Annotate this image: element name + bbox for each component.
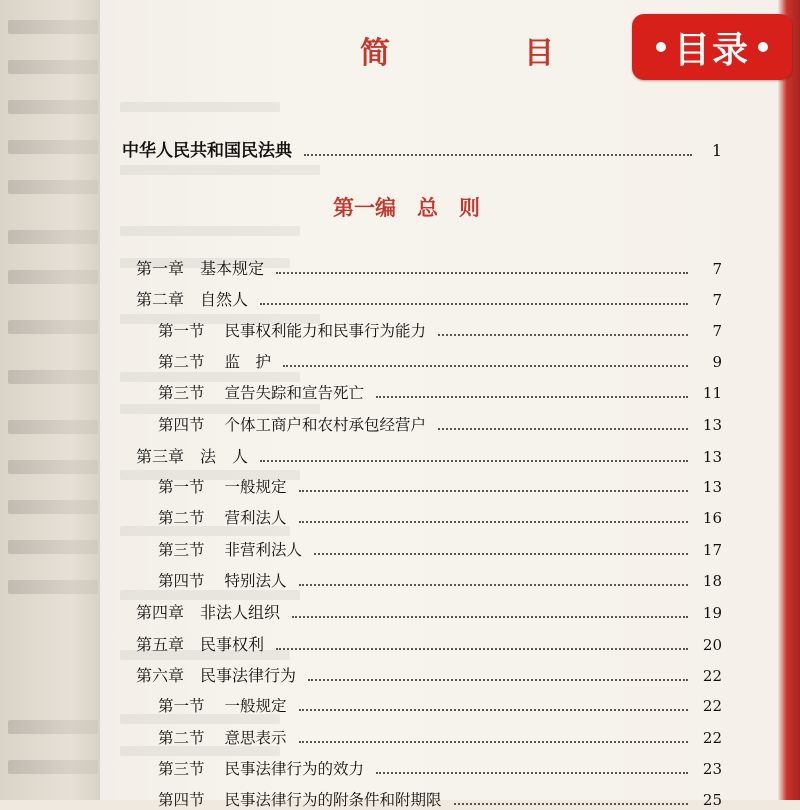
toc-section-row[interactable] [158, 569, 722, 591]
section-title: 非营利法人 [224, 540, 303, 559]
section-number: 第四节 [158, 572, 205, 590]
page-number: 16 [702, 509, 722, 528]
page-number: 7 [712, 291, 722, 310]
leader-dots [376, 395, 688, 398]
toc-chapter-row[interactable] [136, 444, 722, 466]
leader-dots [308, 678, 688, 681]
chapter-number: 第五章 [136, 634, 185, 654]
section-title: 特别法人 [224, 572, 287, 590]
section-number: 第三节 [158, 384, 205, 403]
section-title: 民事法律行为的效力 [224, 759, 365, 778]
section-title: 意思表示 [224, 728, 287, 747]
page-number: 25 [702, 791, 722, 810]
leader-dots [299, 583, 688, 586]
section-title: 一般规定 [224, 478, 287, 497]
page-number: 13 [702, 478, 722, 497]
toc-chapter-row[interactable] [136, 663, 722, 685]
leader-dots [299, 489, 688, 492]
chapter-title: 基本规定 [200, 259, 265, 278]
previous-page-edge [0, 0, 100, 800]
toc-section-row[interactable] [158, 694, 722, 716]
page-number: 17 [702, 540, 722, 559]
page-number: 18 [702, 572, 722, 590]
catalog-badge [632, 14, 792, 80]
book-entry[interactable] [122, 136, 722, 161]
section-number: 第二节 [158, 728, 205, 747]
page-title: 简 目 [360, 36, 606, 71]
section-title: 个体工商户和农村承包经营户 [224, 415, 427, 434]
part-title: 第一编 总 则 [333, 195, 480, 220]
leader-dots [283, 364, 688, 367]
chapter-number: 第一章 [136, 259, 185, 278]
toc-section-row[interactable] [158, 757, 722, 779]
leader-dots [260, 302, 688, 305]
section-title: 宣告失踪和宣告死亡 [224, 384, 365, 403]
leader-dots [376, 771, 688, 774]
section-title: 一般规定 [224, 697, 287, 716]
leader-dots [299, 740, 688, 743]
page-number: 7 [712, 321, 722, 340]
toc-section-row[interactable] [158, 475, 722, 497]
chapter-number: 第三章 [136, 446, 185, 466]
page-number: 22 [702, 666, 722, 685]
toc-chapter-row[interactable] [136, 632, 722, 654]
toc-chapter-row[interactable] [136, 600, 722, 622]
leader-dots [438, 427, 688, 430]
section-title: 民事权利能力和民事行为能力 [224, 321, 427, 340]
toc-section-row[interactable] [158, 726, 722, 748]
section-number: 第一节 [158, 697, 205, 716]
dot-icon [758, 42, 768, 52]
chapter-title: 民事权利 [200, 634, 265, 654]
leader-dots [299, 520, 688, 523]
chapter-title: 法 人 [200, 446, 249, 466]
toc-section-row[interactable] [158, 538, 722, 560]
leader-dots [314, 552, 688, 555]
toc-section-row[interactable] [158, 350, 722, 372]
toc-section-row[interactable] [158, 319, 722, 341]
chapter-number: 第二章 [136, 290, 185, 310]
leader-dots [276, 271, 688, 274]
toc-chapter-row[interactable] [136, 256, 722, 278]
page-number: 19 [702, 604, 722, 623]
leader-dots [260, 459, 688, 462]
leader-dots [304, 153, 692, 156]
chapter-title: 自然人 [200, 290, 249, 310]
leader-dots [299, 708, 688, 711]
page-number: 20 [702, 635, 722, 654]
page-number: 11 [702, 384, 722, 403]
book-cover-edge [778, 0, 800, 800]
section-number: 第三节 [158, 540, 205, 559]
badge-label: 目录 [673, 29, 750, 71]
leader-dots [276, 647, 688, 650]
section-number: 第二节 [158, 509, 205, 528]
chapter-title: 非法人组织 [200, 603, 281, 623]
leader-dots [292, 615, 688, 618]
leader-dots [454, 802, 688, 805]
chapter-title: 民事法律行为 [200, 665, 297, 685]
page-number: 13 [702, 447, 722, 466]
section-number: 第二节 [158, 352, 205, 371]
section-number: 第一节 [158, 321, 205, 340]
section-title: 民事法律行为的附条件和附期限 [224, 791, 442, 810]
page-number: 13 [702, 415, 722, 434]
section-title: 营利法人 [224, 509, 287, 528]
leader-dots [438, 333, 688, 336]
page-number: 7 [712, 260, 722, 278]
chapter-number: 第四章 [136, 603, 185, 623]
toc-chapter-row[interactable] [136, 287, 722, 309]
toc-section-row[interactable] [158, 506, 722, 528]
section-title: 监 护 [224, 352, 272, 371]
dot-icon [656, 42, 666, 52]
page-number: 1 [711, 141, 722, 160]
toc-section-row[interactable] [158, 381, 722, 403]
book-title: 中华人民共和国民法典 [122, 141, 292, 161]
section-number: 第一节 [158, 478, 205, 497]
section-number: 第四节 [158, 415, 205, 434]
page-number: 22 [702, 728, 722, 747]
page-number: 22 [702, 697, 722, 716]
page-number: 23 [702, 759, 722, 778]
toc-section-row[interactable] [158, 788, 722, 810]
toc-section-row[interactable] [158, 413, 722, 435]
section-number: 第三节 [158, 759, 205, 778]
page-number: 9 [712, 352, 722, 371]
section-number: 第四节 [158, 791, 205, 810]
chapter-number: 第六章 [136, 665, 185, 685]
